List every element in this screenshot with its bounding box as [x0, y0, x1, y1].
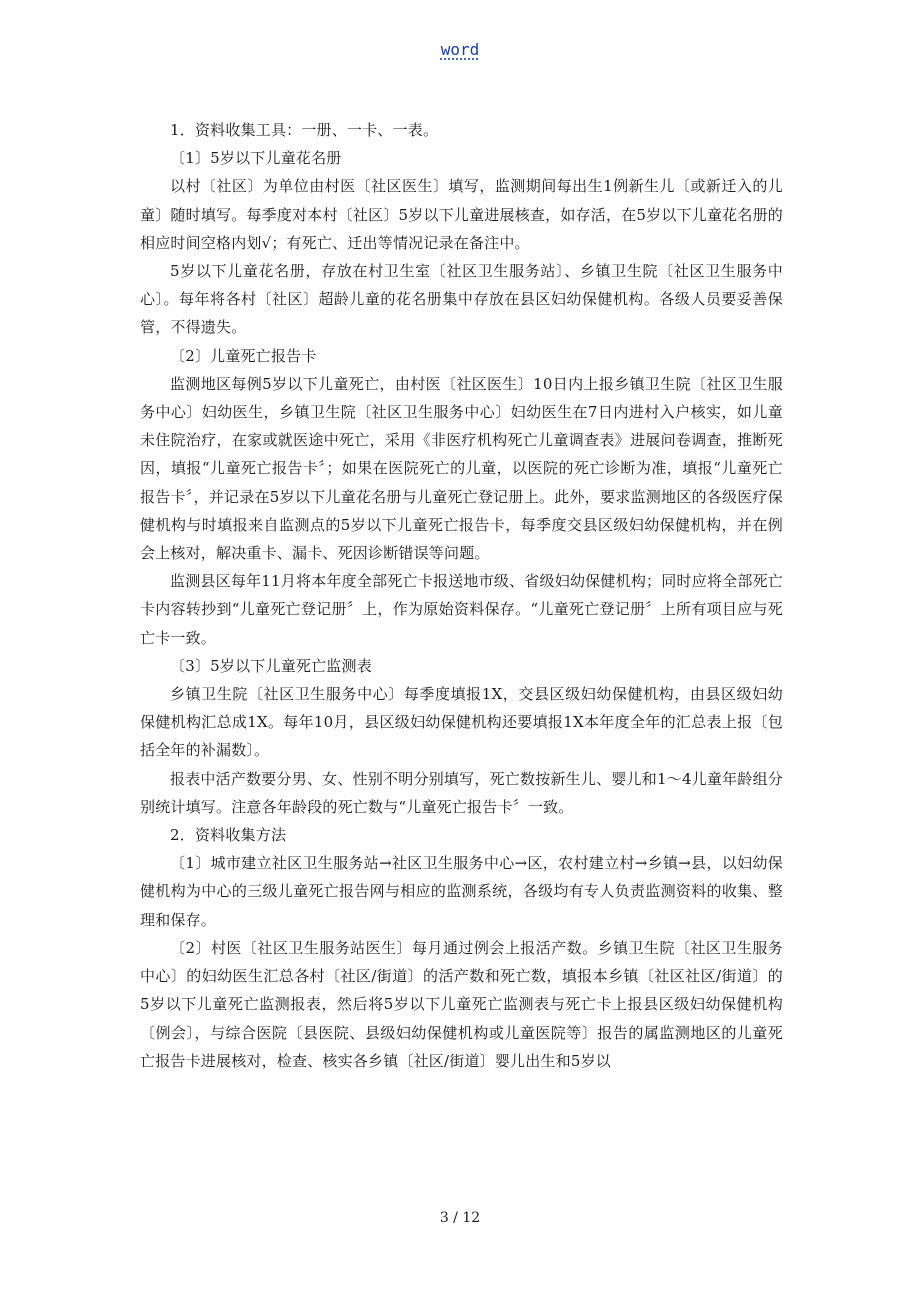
paragraph-roster-fill: 以村〔社区〕为单位由村医〔社区医生〕填写，监测期间每出生1例新生儿〔或新迁入的儿童〕随时填写。每季度对本村〔社区〕5岁以下儿童进展核查，如存活，在5岁以下儿童花名册的相应时间空格内划√；有死亡、迁出等情况记录在备注中。	[140, 177, 783, 252]
page-header: word	[440, 40, 480, 59]
paragraph-monitoring-table: 乡镇卫生院〔社区卫生服务中心〕每季度填报1X，交县区级妇幼保健机构，由县区级妇幼保健机构汇总成1X。每年10月，县区级妇幼保健机构还要填报1X本年度全年的汇总表上报〔包括全年的补漏数〕。	[140, 685, 783, 760]
paragraph-report-fields: 报表中活产数要分男、女、性别不明分别填写，死亡数按新生儿、婴儿和1～4儿童年龄组分别统计填写。注意各年龄段的死亡数与“儿童死亡报告卡〞一致。	[140, 769, 783, 816]
paragraph-roster-storage: 5岁以下儿童花名册，存放在村卫生室〔社区卫生服务站〕、乡镇卫生院〔社区卫生服务中心〕。每年将各村〔社区〕超龄儿童的花名册集中存放在县区妇幼保健机构。各级人员要妥善保管，不得遗失。	[140, 262, 783, 337]
section-heading-methods: 2．资料收集方法	[170, 826, 287, 845]
subheading-monitoring-table: 〔3〕5岁以下儿童死亡监测表	[170, 656, 372, 675]
document-body	[140, 116, 783, 1075]
paragraph-network: 〔1〕城市建立社区卫生服务站→社区卫生服务中心→区，农村建立村→乡镇→县，以妇幼保健机构为中心的三级儿童死亡报告网与相应的监测系统，各级均有专人负责监测资料的收集、整理和保存。	[140, 854, 783, 929]
paragraph-death-register: 监测县区每年11月将本年度全部死亡卡报送地市级、省级妇幼保健机构；同时应将全部死亡卡内容转抄到“儿童死亡登记册〞上，作为原始资料保存。“儿童死亡登记册〞上所有项目应与死亡卡一致。	[140, 572, 783, 647]
paragraph-monthly-report: 〔2〕村医〔社区卫生服务站医生〕每月通过例会上报活产数。乡镇卫生院〔社区卫生服务中心〕的妇幼医生汇总各村〔社区/街道〕的活产数和死亡数，填报本乡镇〔社区社区/街道〕的5岁以下儿童死亡监测报表，然后将5岁以下儿童死亡监测表与死亡卡上报县区级妇幼保健机构〔例会〕，与综合医院〔县医院、县级妇幼保健机构或儿童医院等〕报告的属监测地区的儿童死亡报告卡进展核对，检查、核实各乡镇〔社区/街道〕婴儿出生和5岁以	[140, 938, 783, 1070]
section-heading-tools: 1．资料收集工具：一册、一卡、一表。	[170, 121, 439, 139]
subheading-roster: 〔1〕5岁以下儿童花名册	[170, 149, 342, 168]
page-number: 3 / 12	[439, 1210, 481, 1226]
subheading-death-card: 〔2〕儿童死亡报告卡	[170, 346, 317, 365]
paragraph-death-card-report: 监测地区每例5岁以下儿童死亡，由村医〔社区医生〕10日内上报乡镇卫生院〔社区卫生服务中心〕妇幼医生，乡镇卫生院〔社区卫生服务中心〕妇幼医生在7日内进村入户核实，如儿童未住院治疗，在家或就医途中死亡，采用《非医疗机构死亡儿童调查表》进展问卷调查，推断死因，填报“儿童死亡报告卡〞；如果在医院死亡的儿童，以医院的死亡诊断为准，填报“儿童死亡报告卡〞，并记录在5岁以下儿童花名册与儿童死亡登记册上。此外，要求监测地区的各级医疗保健机构与时填报来自监测点的5岁以下儿童死亡报告卡，每季度交县区级妇幼保健机构，并在例会上核对，解决重卡、漏卡、死因诊断错误等问题。	[140, 374, 783, 563]
